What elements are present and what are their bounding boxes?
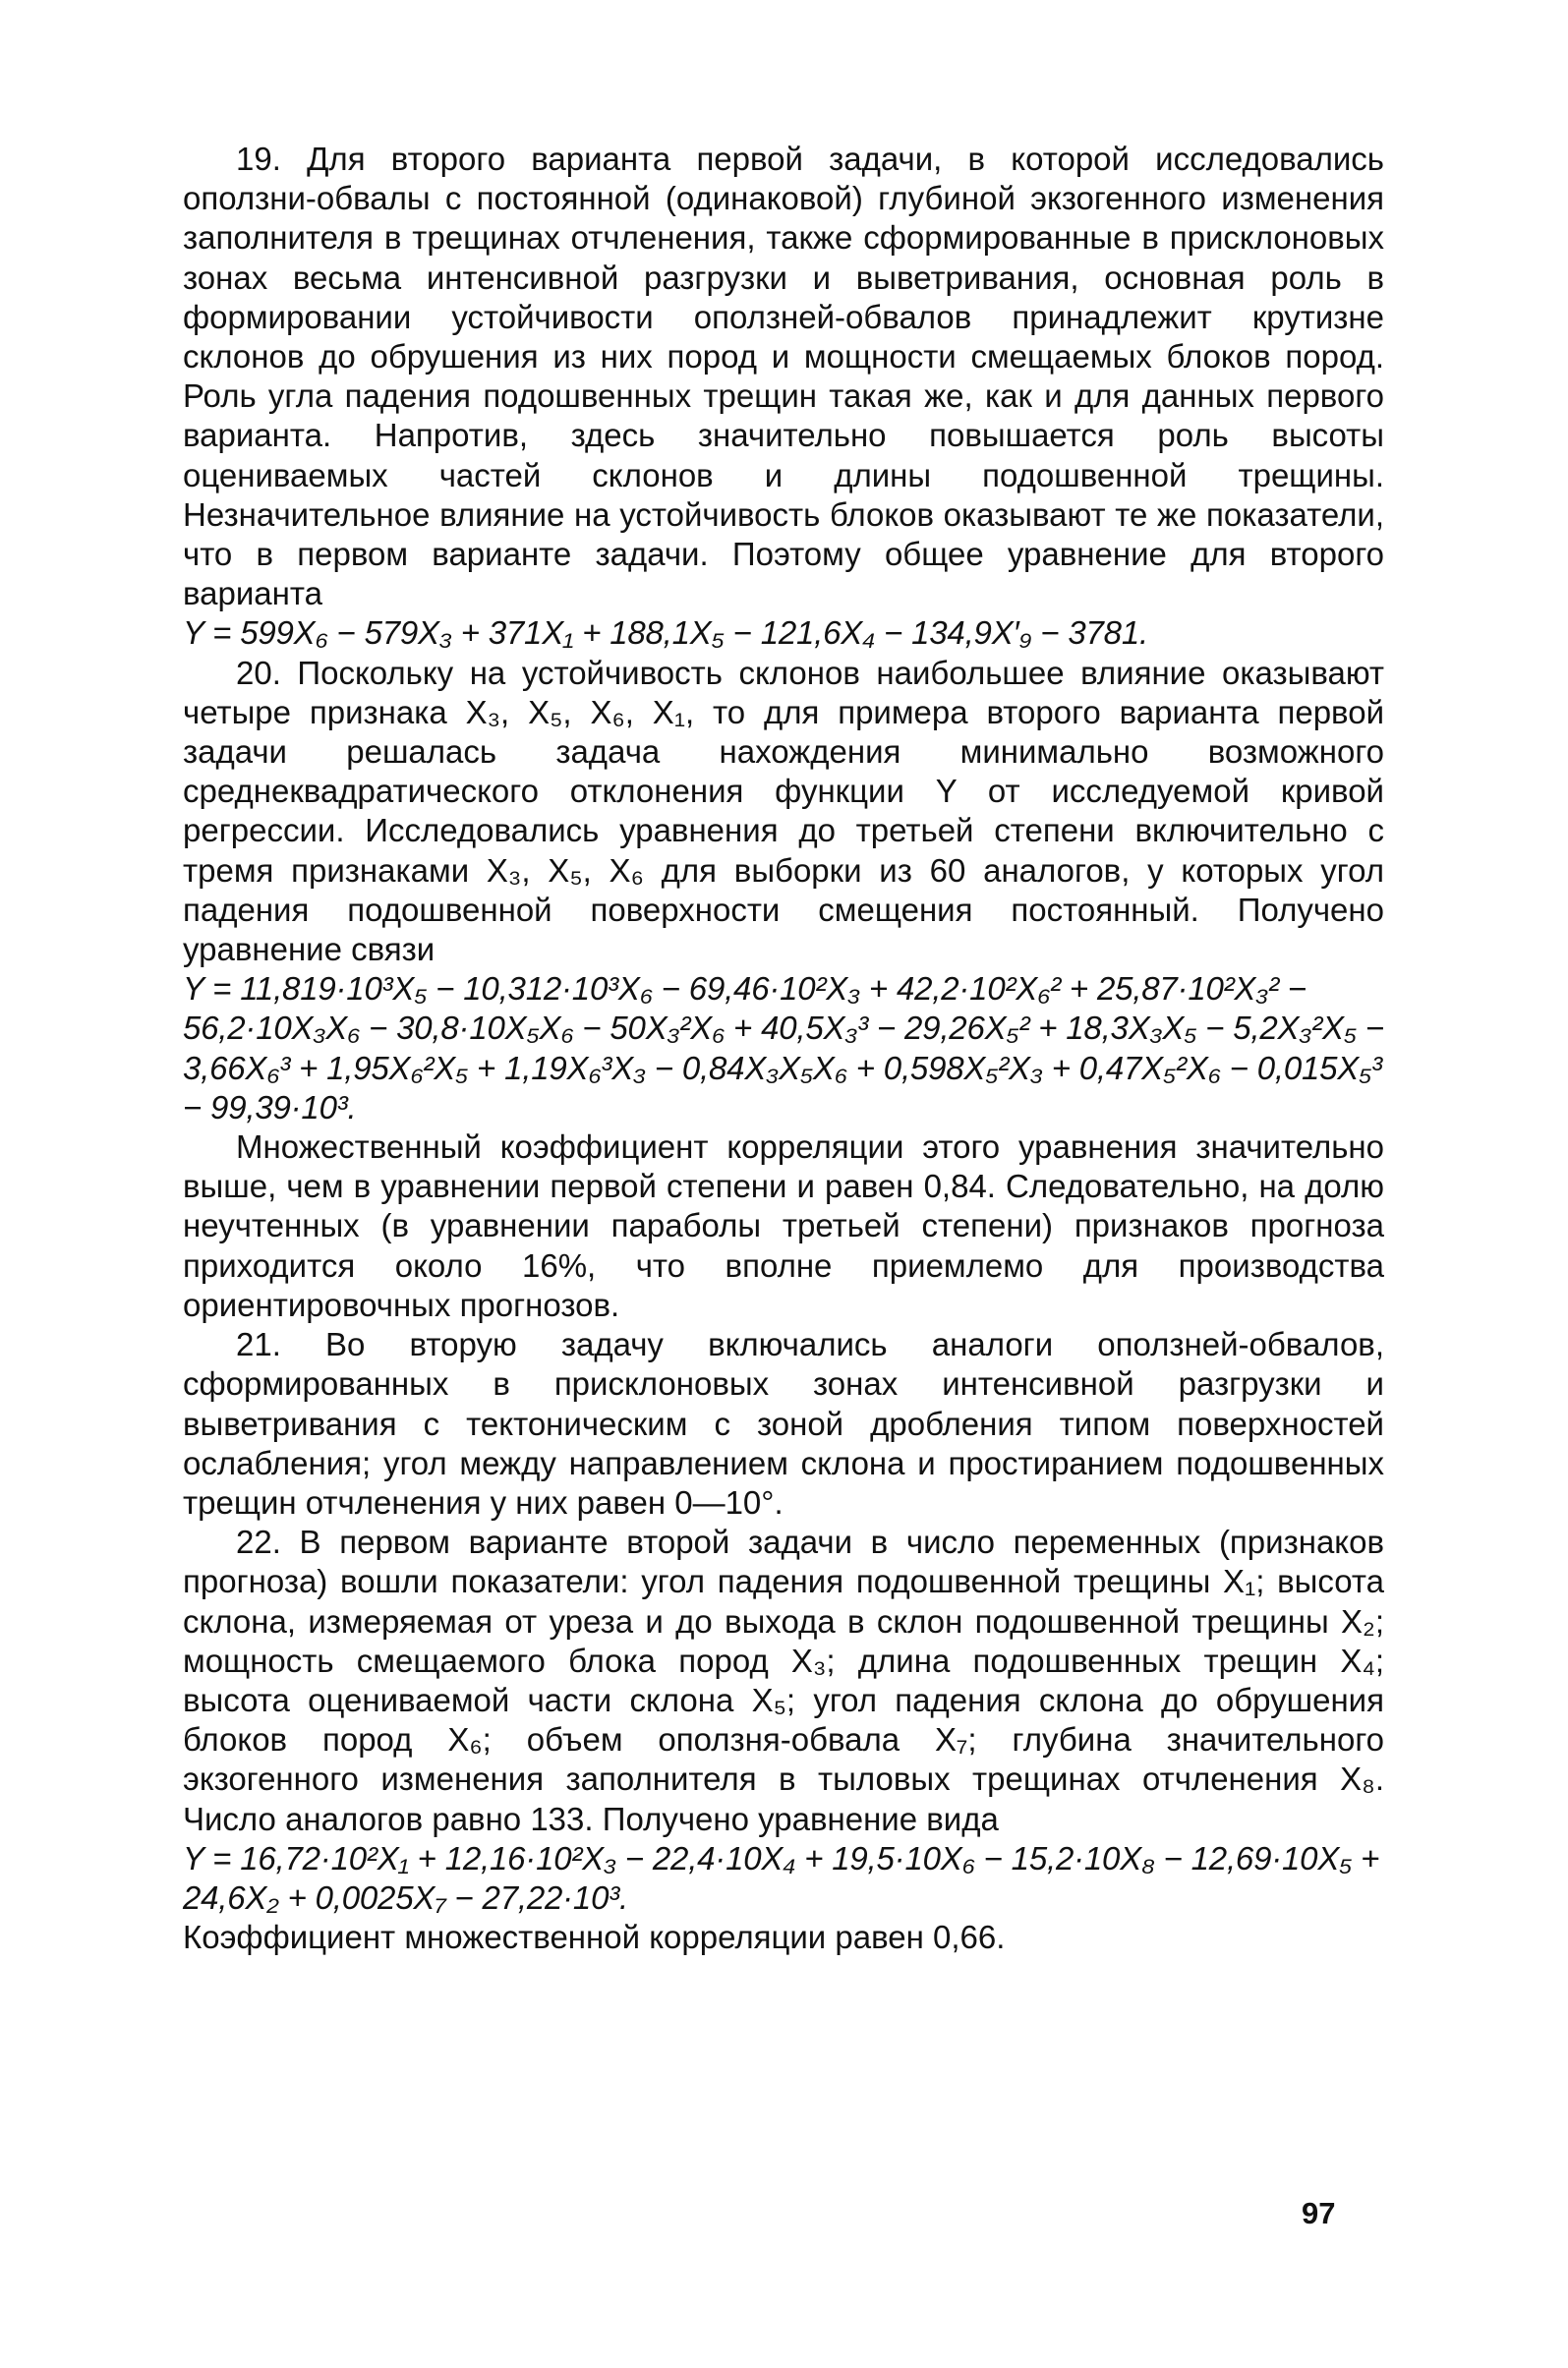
equation-cubic-regression: Y = 11,819·10³X₅ − 10,312·10³X₆ − 69,46·10²X₃ + 42,2·10²X₆² + 25,87·10²X₃² − 56,2·10X₃X₆ − 30,8·10X₅X₆ − 50X₃²X₆ + 40,5X₃³ − 29,26X₅² + 18,3X₃X₅ − 5,2X₃²X₅ − 3,66X₆³ + 1,95X₆²X₅ + 1,19X₆³X₃ − 0,84X₃X₅X₆ + 0,598X₅²X₃ + 0,47X₅²X₆ − 0,015X₅³ − 99,39·10³. xyxy=(183,970,1384,1126)
equation-variant-2: Y = 599X₆ − 579X₃ + 371X₁ + 188,1X₅ − 121,6X₄ − 134,9X′₉ − 3781. xyxy=(183,614,1148,652)
page-body xyxy=(183,140,1384,1957)
page-number: 97 xyxy=(1302,2196,1336,2230)
paragraph-22: 22. В первом варианте второй задачи в число переменных (признаков прогноза) вошли показатели: угол падения подошвенной трещины X₁; высота склона, измеряемая от уреза и до выхода в склон подошвенной трещины X₂; мощность смещаемого блока пород X₃; длина подошвенных трещин X₄; высота оцениваемой части склона X₅; угол падения склона до обрушения блоков пород X₆; объем оползня-обвала X₇; глубина значительного экзогенного изменения заполнителя в тыловых трещинах отчленения X₈. Число аналогов равно 133. Получено уравнение вида xyxy=(183,1524,1384,1837)
paragraph-20: 20. Поскольку на устойчивость склонов наибольшее влияние оказывают четыре признака X₃, X₅, X₆, X₁, то для примера второго варианта первой задачи решалась задача нахождения минимально возможного среднеквадратического отклонения функции Y от исследуемой кривой регрессии. Исследовались уравнения до третьей степени включительно с тремя признаками X₃, X₅, X₆ для выборки из 60 аналогов, у которых угол падения подошвенной поверхности смещения постоянный. Получено уравнение связи xyxy=(183,654,1384,968)
paragraph-correlation: Множественный коэффициент корреляции этого уравнения значительно выше, чем в уравнении первой степени и равен 0,84. Следовательно, на долю неучтенных (в уравнении параболы третьей степени) признаков прогноза приходится около 16%, что вполне приемлемо для производства ориентировочных прогнозов. xyxy=(183,1128,1384,1323)
paragraph-21: 21. Во вторую задачу включались аналоги оползней-обвалов, сформированных в присклоновых зонах интенсивной разгрузки и выветривания с тектоническим с зоной дробления типом поверхностей ослабления; угол между направлением склона и простиранием подошвенных трещин отчленения у них равен 0—10°. xyxy=(183,1326,1384,1521)
closing-line: Коэффициент множественной корреляции равен 0,66. xyxy=(183,1919,1006,1956)
equation-task-2: Y = 16,72·10²X₁ + 12,16·10²X₃ − 22,4·10X₄ + 19,5·10X₆ − 15,2·10X₈ − 12,69·10X₅ + 24,6X₂ + 0,0025X₇ − 27,22·10³. xyxy=(183,1839,1380,1916)
paragraph-19: 19. Для второго варианта первой задачи, в которой исследовались оползни-обвалы с постоянной (одинаковой) глубиной экзогенного изменения заполнителя в трещинах отчленения, также сформированные в присклоновых зонах весьма интенсивной разгрузки и выветривания, основная роль в формировании устойчивости оползней-обвалов принадлежит крутизне склонов до обрушения из них пород и мощности смещаемых блоков пород. Роль угла падения подошвенных трещин такая же, как и для данных первого варианта. Напротив, здесь значительно повышается роль высоты оцениваемых частей склонов и длины подошвенной трещины. Незначительное влияние на устойчивость блоков оказывают те же показатели, что в первом варианте задачи. Поэтому общее уравнение для второго варианта xyxy=(183,141,1384,612)
